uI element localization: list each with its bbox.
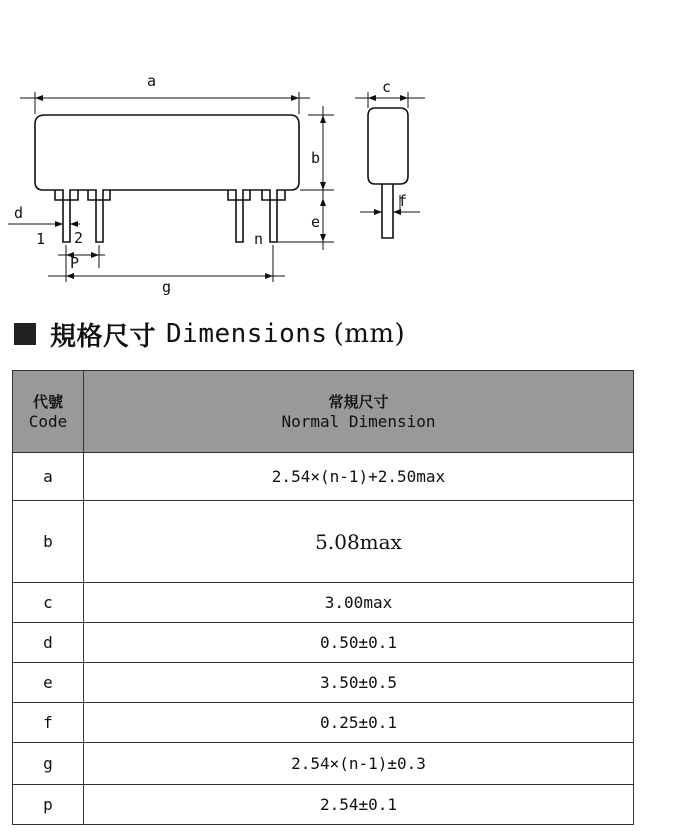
table-row <box>13 501 634 583</box>
label-pin2: 2 <box>74 229 84 247</box>
table-row <box>13 743 634 785</box>
header-code-cn: 代號 <box>32 392 63 411</box>
table-row <box>13 663 634 703</box>
header-dim-cn: 常規尺寸 <box>328 392 389 411</box>
header-code <box>13 371 84 453</box>
value-cell: 2.54±0.1 <box>84 785 634 825</box>
square-bullet-icon <box>14 323 36 345</box>
label-a: a <box>147 72 157 90</box>
code-cell: d <box>13 623 84 663</box>
heading-cn: 規格尺寸 <box>50 321 157 352</box>
value-cell: 2.54×(n-1)±0.3 <box>84 743 634 785</box>
label-g: g <box>162 278 172 296</box>
code-cell: f <box>13 703 84 743</box>
header-dimension <box>84 371 634 453</box>
value-cell: 0.25±0.1 <box>84 703 634 743</box>
heading-unit: (mm) <box>333 319 406 349</box>
label-f: f <box>398 192 408 210</box>
label-d: d <box>14 204 24 222</box>
label-pin1: 1 <box>36 230 46 248</box>
header-dim-en: Normal Dimension <box>281 411 436 431</box>
side-view-pin <box>382 184 393 238</box>
side-view-outline <box>368 108 408 184</box>
value-cell: 0.50±0.1 <box>84 623 634 663</box>
code-cell: b <box>13 501 84 583</box>
table-row <box>13 785 634 825</box>
section-heading <box>14 316 405 352</box>
table-row <box>13 703 634 743</box>
dimension-table <box>12 370 634 825</box>
code-cell: p <box>13 785 84 825</box>
heading-en: Dimensions <box>166 319 328 349</box>
label-b: b <box>311 149 321 167</box>
label-e: e <box>311 213 321 231</box>
table-row <box>13 583 634 623</box>
code-cell: c <box>13 583 84 623</box>
code-cell: e <box>13 663 84 703</box>
value-cell: 3.50±0.5 <box>84 663 634 703</box>
table-row <box>13 453 634 501</box>
table-header-row <box>13 371 634 453</box>
pin-shoulders <box>55 190 285 200</box>
code-cell: g <box>13 743 84 785</box>
label-c: c <box>382 78 392 96</box>
label-p: P <box>70 254 80 272</box>
table-row <box>13 623 634 663</box>
header-code-en: Code <box>28 411 68 431</box>
code-cell: a <box>13 453 84 501</box>
value-cell: 3.00max <box>84 583 634 623</box>
value-cell: 2.54×(n-1)+2.50max <box>84 453 634 501</box>
label-pinN: n <box>254 230 264 248</box>
dimension-diagram <box>0 0 700 300</box>
value-cell: 5.08max <box>84 501 634 583</box>
